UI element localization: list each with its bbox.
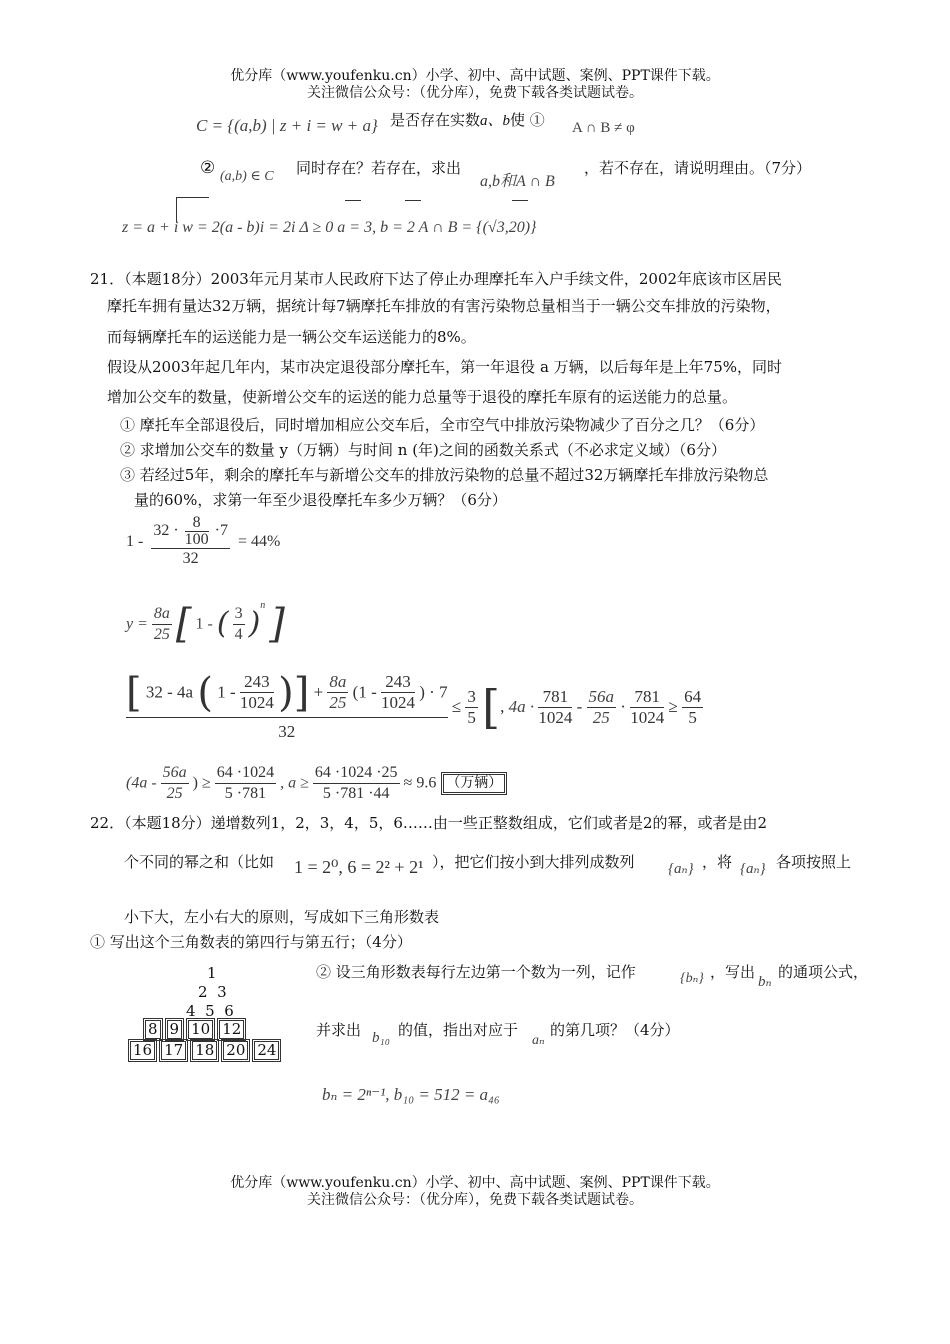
q20-ask: a,b和A ∩ B bbox=[480, 173, 555, 190]
q22-line-2c: ，将 bbox=[702, 853, 733, 871]
q20-text-d: 同时存在？若存在，求出 bbox=[296, 159, 462, 177]
q22-line-2d: 各项按照上 bbox=[776, 853, 852, 871]
q22-item-2a: ② 设三角形数表每行左边第一个数为一列，记作 bbox=[316, 963, 636, 981]
q22-line-3: 小下大，左小右大的原则，写成如下三角形数表 bbox=[124, 908, 440, 926]
q21-line-2: 摩托车拥有量达32万辆，据统计每7辆摩托车排放的有害污染物总量相当于一辆公交车排放的污染物， bbox=[107, 297, 781, 315]
q21-item-2: ② 求增加公交车的数量 y（万辆）与时间 n (年)之间的函数关系式（不必求定义域）（6分） bbox=[120, 441, 726, 459]
q22-b10: b₁₀ bbox=[372, 1030, 390, 1046]
q22-bn: bₙ bbox=[758, 974, 772, 990]
q22-item-2b: ，写出 bbox=[710, 963, 756, 981]
q20-answer: z = a + i w = 2(a - b)i = 2i Δ ≥ 0 a = 3, b = 2 A ∩ B = {(√3,20)} bbox=[122, 219, 537, 236]
q22-item-2d: 并求出 bbox=[316, 1021, 362, 1039]
q21-item-3a: ③ 若经过5年，剩余的摩托车与新增公交车的排放污染物的总量不超过32万辆摩托车排放污染物总 bbox=[120, 466, 769, 484]
header-line-1: 优分库（www.youfenku.cn）小学、初中、高中试题、案例、PPT课件下载。 bbox=[230, 68, 720, 84]
q22-bseq: {bₙ} bbox=[680, 971, 704, 986]
triangle-row-4: 8 9 10 12 bbox=[142, 1019, 247, 1039]
q22-answer: bₙ = 2ⁿ⁻¹, b₁₀ = 512 = a₄₆ bbox=[322, 1085, 500, 1104]
overline-3 bbox=[512, 200, 528, 201]
circle-2: ② bbox=[200, 158, 216, 178]
q21-answer-2: y = $\frac{8a}{25}$ [ 1 - ( $\frac{3}{4}$ )$^n$ ] bbox=[126, 600, 285, 648]
q21-line-4: 假设从2003年起几年内，某市决定退役部分摩托车，第一年退役 a 万辆，以后每年是上年75%，同时 bbox=[107, 358, 782, 376]
condition-2: (a,b) ∈ C bbox=[220, 169, 274, 184]
q20-text-a: 是否存在实数a、b使 ① bbox=[390, 111, 545, 129]
q21-line-3: 而每辆摩托车的运送能力是一辆公交车运送能力的8%。 bbox=[107, 328, 476, 346]
q21-line-5: 增加公交车的数量，使新增公交车的运送的能力总量等于退役的摩托车原有的运送能力的总量。 bbox=[107, 388, 738, 406]
q21-answer-1: 1 - 32 · $\frac{8}{100}$ ·7 32 = 44% bbox=[126, 514, 281, 567]
q21-line-1: 21．（本题18分）2003年元月某市人民政府下达了停止办理摩托车入户手续文件，2002年底该市区居民 bbox=[90, 270, 783, 288]
q22-example: 1 = 2⁰, 6 = 2² + 2¹ bbox=[294, 857, 424, 877]
overline-1 bbox=[345, 200, 361, 201]
q22-item-2c: 的通项公式， bbox=[778, 963, 869, 981]
q22-item-2e: 的值，指出对应于 bbox=[398, 1021, 519, 1039]
header-line-2: 关注微信公众号：（优分库），免费下载各类试题试卷。 bbox=[307, 85, 643, 101]
footer-line-2: 关注微信公众号：（优分库），免费下载各类试题试卷。 bbox=[307, 1192, 643, 1208]
q22-line-2a: 个不同的幂之和（比如 bbox=[124, 853, 275, 871]
q22-an: aₙ bbox=[532, 1033, 545, 1048]
triangle-row-3: 4 5 6 bbox=[186, 1002, 234, 1020]
q21-answer-4: (4a - $\frac{56a}{25}$ ) ≥ $\frac{64 \cdot 1024}{5 \cdot 781}$ , a ≥ $\frac{64 \cdot 1024 \cdot 25}{5 \cdot 781 \cdot 44}$ ≈ 9.6 （万辆） bbox=[126, 763, 508, 804]
q22-seq-an-2: {aₙ} bbox=[740, 861, 766, 877]
q20-text-e: ，若不存在，请说明理由。（7分） bbox=[584, 159, 812, 177]
q22-item-2f: 的第几项？（4分） bbox=[550, 1021, 680, 1039]
unit-box: （万辆） bbox=[443, 774, 505, 793]
q22-line-2b: ），把它们按小到大排列成数列 bbox=[432, 853, 635, 871]
set-c-definition: C = {(a,b) | z + i = w + a} bbox=[196, 116, 378, 135]
q21-answer-3: [ 32 - 4a ( 1 - $\frac{243}{1024}$ )] + $\frac{8a}{25}$ (1 - $\frac{243}{1024}$ ) · 7 32 ≤ $\frac{3}{5}$ [, 4a · $\frac{781}{1024}$ - $\frac{56a}{25}$ · $\frac{781}{1024}$ ≥ $\frac{64}{5}$ bbox=[126, 669, 702, 741]
condition-1: A ∩ B ≠ φ bbox=[572, 120, 635, 136]
triangle-row-1: 1 bbox=[207, 964, 217, 982]
q22-seq-an: {aₙ} bbox=[668, 861, 694, 877]
q21-item-3b: 量的60%，求第一年至少退役摩托车多少万辆？（6分） bbox=[134, 491, 507, 509]
q22-line-1: 22．（本题18分）递增数列1，2，3，4，5，6……由一些正整数组成，它们或者是2的幂，或者是由2 bbox=[90, 814, 768, 832]
triangle-row-2: 2 3 bbox=[198, 983, 227, 1001]
q22-item-1: ① 写出这个三角数表的第四行与第五行；（4分） bbox=[90, 933, 412, 951]
q21-item-1: ① 摩托车全部退役后，同时增加相应公交车后，全市空气中排放污染物减少了百分之几？（6分） bbox=[120, 416, 765, 434]
footer-line-1: 优分库（www.youfenku.cn）小学、初中、高中试题、案例、PPT课件下载。 bbox=[230, 1175, 720, 1191]
triangle-row-5: 16 17 18 20 24 bbox=[127, 1040, 282, 1060]
overline-2 bbox=[405, 200, 421, 201]
